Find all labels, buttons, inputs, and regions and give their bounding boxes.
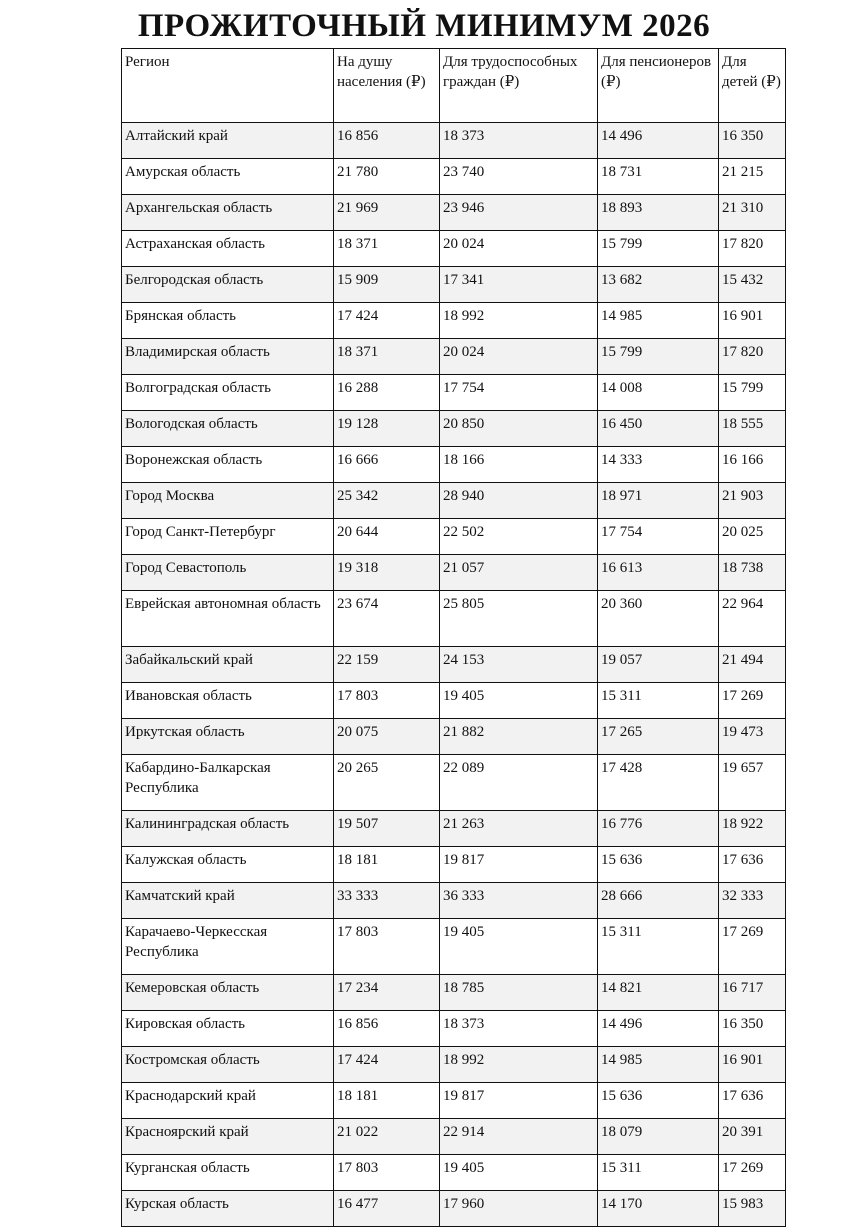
cell-children: 15 983 [719,1191,786,1227]
cell-region: Вологодская область [122,411,334,447]
cell-per-capita: 18 181 [334,847,440,883]
cell-region: Город Севастополь [122,555,334,591]
cell-pensioners: 15 799 [598,339,719,375]
cell-region: Владимирская область [122,339,334,375]
table-row [122,591,786,647]
table-header-row [122,49,786,123]
table-row [122,159,786,195]
cell-pensioners: 18 893 [598,195,719,231]
cell-pensioners: 17 265 [598,719,719,755]
cell-working-age: 22 914 [440,1119,598,1155]
header-working-age: Для трудоспособных граждан (₽) [440,49,598,123]
cell-working-age: 24 153 [440,647,598,683]
cell-working-age: 22 089 [440,755,598,811]
cell-children: 16 350 [719,123,786,159]
cell-per-capita: 33 333 [334,883,440,919]
cell-region: Курская область [122,1191,334,1227]
table-row [122,811,786,847]
cell-children: 17 820 [719,231,786,267]
cell-working-age: 28 940 [440,483,598,519]
table-row [122,303,786,339]
table-row [122,755,786,811]
cell-pensioners: 14 008 [598,375,719,411]
cell-region: Архангельская область [122,195,334,231]
cell-pensioners: 20 360 [598,591,719,647]
cell-per-capita: 19 318 [334,555,440,591]
cell-region: Волгоградская область [122,375,334,411]
cell-children: 21 310 [719,195,786,231]
cell-pensioners: 17 754 [598,519,719,555]
cell-pensioners: 17 428 [598,755,719,811]
cell-per-capita: 17 234 [334,975,440,1011]
cell-region: Красноярский край [122,1119,334,1155]
cell-children: 18 922 [719,811,786,847]
cell-working-age: 18 785 [440,975,598,1011]
cell-working-age: 18 166 [440,447,598,483]
cell-per-capita: 20 265 [334,755,440,811]
cell-children: 18 738 [719,555,786,591]
cell-region: Амурская область [122,159,334,195]
cell-working-age: 22 502 [440,519,598,555]
table-row [122,483,786,519]
cell-working-age: 23 946 [440,195,598,231]
cell-per-capita: 16 477 [334,1191,440,1227]
cell-working-age: 17 754 [440,375,598,411]
table-row [122,975,786,1011]
cell-children: 17 269 [719,683,786,719]
table-row [122,1119,786,1155]
table-row [122,519,786,555]
cell-pensioners: 28 666 [598,883,719,919]
cell-working-age: 21 263 [440,811,598,847]
header-per-capita: На душу населения (₽) [334,49,440,123]
cell-per-capita: 15 909 [334,267,440,303]
cell-working-age: 19 817 [440,1083,598,1119]
cell-pensioners: 14 496 [598,123,719,159]
cell-per-capita: 20 644 [334,519,440,555]
cell-children: 32 333 [719,883,786,919]
cell-pensioners: 19 057 [598,647,719,683]
table-row [122,231,786,267]
header-region: Регион [122,49,334,123]
table-row [122,267,786,303]
cell-working-age: 21 057 [440,555,598,591]
cell-region: Курганская область [122,1155,334,1191]
cell-children: 17 269 [719,919,786,975]
cell-working-age: 19 405 [440,683,598,719]
header-pensioners: Для пенсионеров (₽) [598,49,719,123]
table-body [122,123,786,1227]
cell-region: Кировская область [122,1011,334,1047]
cell-children: 17 269 [719,1155,786,1191]
table-row [122,1047,786,1083]
cell-working-age: 17 341 [440,267,598,303]
cell-region: Еврейская автономная область [122,591,334,647]
cell-region: Краснодарский край [122,1083,334,1119]
cell-per-capita: 17 424 [334,303,440,339]
cell-per-capita: 23 674 [334,591,440,647]
cell-children: 20 025 [719,519,786,555]
cell-pensioners: 14 985 [598,303,719,339]
cell-region: Кемеровская область [122,975,334,1011]
cell-per-capita: 16 666 [334,447,440,483]
cell-pensioners: 14 496 [598,1011,719,1047]
cell-working-age: 19 817 [440,847,598,883]
cell-working-age: 18 992 [440,1047,598,1083]
cell-working-age: 20 850 [440,411,598,447]
cell-per-capita: 21 022 [334,1119,440,1155]
cell-region: Кабардино-Балкарская Республика [122,755,334,811]
cell-working-age: 20 024 [440,339,598,375]
cell-pensioners: 16 613 [598,555,719,591]
cell-pensioners: 16 776 [598,811,719,847]
cell-per-capita: 18 181 [334,1083,440,1119]
cell-pensioners: 14 985 [598,1047,719,1083]
subsistence-minimum-table [121,48,786,1227]
cell-pensioners: 18 079 [598,1119,719,1155]
table-row [122,195,786,231]
cell-children: 21 494 [719,647,786,683]
cell-children: 16 901 [719,1047,786,1083]
table-row [122,411,786,447]
cell-pensioners: 18 731 [598,159,719,195]
cell-pensioners: 13 682 [598,267,719,303]
cell-children: 21 903 [719,483,786,519]
cell-working-age: 19 405 [440,1155,598,1191]
table-row [122,339,786,375]
cell-children: 17 820 [719,339,786,375]
cell-pensioners: 14 333 [598,447,719,483]
cell-working-age: 17 960 [440,1191,598,1227]
cell-per-capita: 17 424 [334,1047,440,1083]
cell-working-age: 18 373 [440,123,598,159]
cell-children: 22 964 [719,591,786,647]
cell-children: 15 799 [719,375,786,411]
table-row [122,919,786,975]
table-row [122,123,786,159]
table-row [122,1155,786,1191]
cell-region: Астраханская область [122,231,334,267]
cell-region: Город Москва [122,483,334,519]
cell-per-capita: 25 342 [334,483,440,519]
cell-children: 21 215 [719,159,786,195]
cell-children: 15 432 [719,267,786,303]
table-row [122,1083,786,1119]
cell-pensioners: 14 170 [598,1191,719,1227]
table-row [122,1191,786,1227]
cell-per-capita: 17 803 [334,683,440,719]
cell-region: Город Санкт-Петербург [122,519,334,555]
cell-working-age: 25 805 [440,591,598,647]
cell-region: Калужская область [122,847,334,883]
cell-pensioners: 15 311 [598,683,719,719]
cell-per-capita: 20 075 [334,719,440,755]
cell-per-capita: 16 856 [334,123,440,159]
cell-children: 16 901 [719,303,786,339]
cell-region: Карачаево-Черкесская Республика [122,919,334,975]
cell-region: Иркутская область [122,719,334,755]
cell-pensioners: 14 821 [598,975,719,1011]
cell-working-age: 23 740 [440,159,598,195]
cell-children: 16 166 [719,447,786,483]
cell-region: Калининградская область [122,811,334,847]
cell-region: Ивановская область [122,683,334,719]
table-row [122,883,786,919]
cell-per-capita: 17 803 [334,919,440,975]
cell-children: 20 391 [719,1119,786,1155]
table-row [122,555,786,591]
cell-per-capita: 16 288 [334,375,440,411]
cell-pensioners: 15 636 [598,847,719,883]
cell-per-capita: 21 969 [334,195,440,231]
cell-per-capita: 16 856 [334,1011,440,1047]
table-row [122,375,786,411]
cell-per-capita: 18 371 [334,231,440,267]
cell-working-age: 19 405 [440,919,598,975]
cell-per-capita: 18 371 [334,339,440,375]
cell-pensioners: 18 971 [598,483,719,519]
table-row [122,1011,786,1047]
cell-children: 19 473 [719,719,786,755]
cell-children: 19 657 [719,755,786,811]
cell-pensioners: 15 799 [598,231,719,267]
cell-working-age: 18 373 [440,1011,598,1047]
cell-working-age: 20 024 [440,231,598,267]
cell-per-capita: 21 780 [334,159,440,195]
cell-pensioners: 15 311 [598,1155,719,1191]
table-row [122,647,786,683]
cell-region: Брянская область [122,303,334,339]
table-row [122,719,786,755]
cell-region: Белгородская область [122,267,334,303]
cell-children: 16 350 [719,1011,786,1047]
cell-per-capita: 19 128 [334,411,440,447]
cell-per-capita: 19 507 [334,811,440,847]
cell-children: 16 717 [719,975,786,1011]
cell-per-capita: 22 159 [334,647,440,683]
page-title: ПРОЖИТОЧНЫЙ МИНИМУМ 2026 [137,8,711,44]
cell-region: Камчатский край [122,883,334,919]
cell-children: 17 636 [719,847,786,883]
table-row [122,847,786,883]
cell-per-capita: 17 803 [334,1155,440,1191]
cell-region: Воронежская область [122,447,334,483]
table-row [122,683,786,719]
cell-region: Костромская область [122,1047,334,1083]
cell-working-age: 21 882 [440,719,598,755]
cell-pensioners: 16 450 [598,411,719,447]
cell-pensioners: 15 311 [598,919,719,975]
cell-working-age: 36 333 [440,883,598,919]
table-row [122,447,786,483]
cell-children: 18 555 [719,411,786,447]
header-children: Для детей (₽) [719,49,786,123]
cell-children: 17 636 [719,1083,786,1119]
cell-region: Алтайский край [122,123,334,159]
cell-pensioners: 15 636 [598,1083,719,1119]
cell-region: Забайкальский край [122,647,334,683]
cell-working-age: 18 992 [440,303,598,339]
